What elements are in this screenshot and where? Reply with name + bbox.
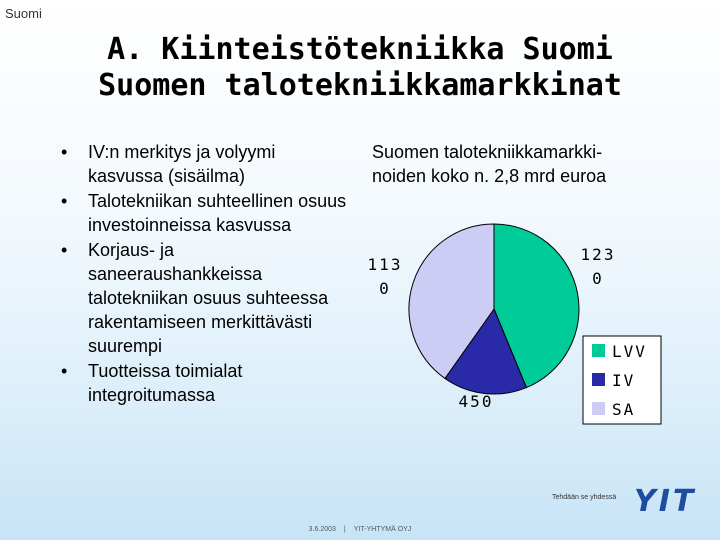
pie-value-label-lvv: 123 0 bbox=[580, 245, 616, 288]
chart-legend bbox=[583, 336, 661, 424]
bullet-item: • Korjaus- ja saneeraushankkeissa talotekniikan osuus suhteessa rakentamiseen merkittävästi suurempi bbox=[58, 238, 348, 358]
legend-label-iv: IV bbox=[612, 371, 636, 390]
footer-date: 3.6.2003 bbox=[308, 526, 336, 533]
chart-title-line-1: Suomen talotekniikkamarkki- bbox=[372, 142, 603, 162]
pie-value-label-iv: 450 bbox=[458, 392, 494, 411]
pie-value-label-sa: 113 0 bbox=[367, 255, 403, 298]
slide-title-line-2: Suomen talotekniikkamarkkinat bbox=[98, 68, 622, 103]
legend-label-lvv: LVV bbox=[612, 342, 647, 361]
footer-tagline: Tehdään se yhdessä bbox=[552, 494, 617, 501]
bullet-item: • Talotekniikan suhteellinen osuus investoinneissa kasvussa bbox=[58, 189, 348, 237]
legend-swatch-sa bbox=[592, 402, 605, 415]
legend-swatch-iv bbox=[592, 373, 605, 386]
bullet-item: • Tuotteissa toimialat integroitumassa bbox=[58, 359, 348, 407]
footer-meta bbox=[0, 526, 720, 533]
legend-swatch-lvv bbox=[592, 344, 605, 357]
chart-title-line-2: noiden koko n. 2,8 mrd euroa bbox=[372, 166, 607, 186]
slide-title-line-1: A. Kiinteistötekniikka Suomi bbox=[107, 32, 613, 67]
footer-company: YIT-YHTYMÄ OYJ bbox=[353, 526, 412, 533]
footer-separator: | bbox=[343, 526, 346, 533]
legend-label-sa: SA bbox=[612, 400, 636, 419]
bullet-item: • IV:n merkitys ja volyymi kasvussa (sisäilma) bbox=[58, 140, 348, 188]
yit-logo: YIT bbox=[634, 484, 697, 519]
corner-label: Suomi bbox=[5, 6, 42, 21]
